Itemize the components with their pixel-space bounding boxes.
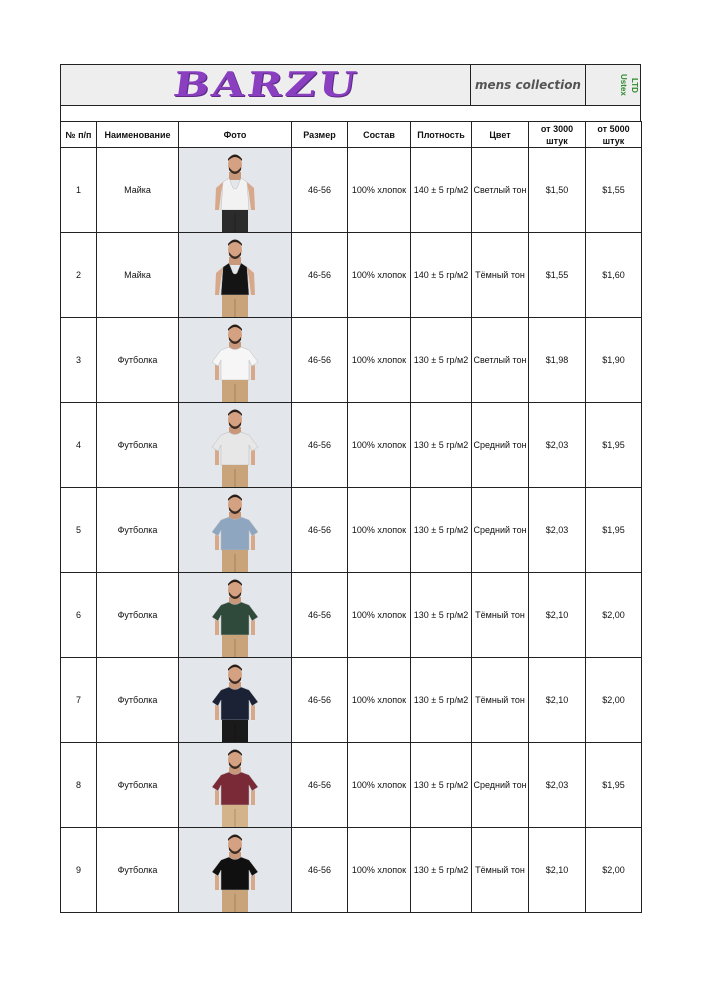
product-name: Футболка [97, 403, 179, 488]
density: 130 ± 5 гр/м2 [411, 828, 472, 913]
density: 140 ± 5 гр/м2 [411, 233, 472, 318]
burgundy-tshirt-icon [179, 743, 291, 827]
company-cell [587, 65, 640, 105]
color-tone: Средний тон [472, 403, 529, 488]
density: 140 ± 5 гр/м2 [411, 148, 472, 233]
table-row [61, 573, 642, 658]
product-name: Футболка [97, 828, 179, 913]
table-row [61, 658, 642, 743]
table-row [61, 233, 642, 318]
col-header-name: Наименование [97, 122, 179, 148]
table-row [61, 828, 642, 913]
price-3000: $2,03 [529, 743, 586, 828]
dark-green-tshirt-icon [179, 573, 291, 657]
composition: 100% хлопок [348, 828, 411, 913]
composition: 100% хлопок [348, 403, 411, 488]
price-3000: $2,03 [529, 488, 586, 573]
price-3000: $1,98 [529, 318, 586, 403]
black-tshirt-icon [179, 828, 291, 912]
product-photo [179, 488, 292, 573]
product-photo [179, 233, 292, 318]
product-photo [179, 148, 292, 233]
price-5000: $2,00 [586, 573, 642, 658]
price-3000: $2,03 [529, 403, 586, 488]
product-name: Футболка [97, 658, 179, 743]
composition: 100% хлопок [348, 488, 411, 573]
row-number: 5 [61, 488, 97, 573]
density: 130 ± 5 гр/м2 [411, 318, 472, 403]
product-photo [179, 318, 292, 403]
col-header-photo: Фото [179, 122, 292, 148]
table-header-row [61, 122, 642, 148]
col-header-price-5000: от 5000 штук [586, 122, 642, 148]
size-range: 46-56 [292, 403, 348, 488]
density: 130 ± 5 гр/м2 [411, 658, 472, 743]
product-photo [179, 658, 292, 743]
header-spacer [60, 106, 641, 121]
product-photo [179, 743, 292, 828]
color-tone: Тёмный тон [472, 573, 529, 658]
product-name: Футболка [97, 318, 179, 403]
col-header-composition: Состав [348, 122, 411, 148]
product-name: Футболка [97, 743, 179, 828]
table-row [61, 743, 642, 828]
product-name: Майка [97, 148, 179, 233]
row-number: 2 [61, 233, 97, 318]
price-5000: $2,00 [586, 828, 642, 913]
composition: 100% хлопок [348, 573, 411, 658]
col-header-color: Цвет [472, 122, 529, 148]
color-tone: Средний тон [472, 743, 529, 828]
price-3000: $2,10 [529, 658, 586, 743]
collection-cell [471, 65, 586, 105]
row-number: 3 [61, 318, 97, 403]
table-row [61, 488, 642, 573]
black-tank-top-icon [179, 233, 291, 317]
collection-label: mens collection [475, 78, 581, 92]
size-range: 46-56 [292, 743, 348, 828]
product-name: Футболка [97, 573, 179, 658]
product-name: Майка [97, 233, 179, 318]
size-range: 46-56 [292, 658, 348, 743]
table-row [61, 403, 642, 488]
company-line-2: LTD [630, 77, 639, 93]
product-photo [179, 403, 292, 488]
white-tank-top-icon [179, 148, 291, 232]
composition: 100% хлопок [348, 148, 411, 233]
price-sheet [60, 64, 641, 913]
density: 130 ± 5 гр/м2 [411, 573, 472, 658]
product-photo [179, 828, 292, 913]
price-5000: $1,55 [586, 148, 642, 233]
composition: 100% хлопок [348, 658, 411, 743]
price-5000: $1,95 [586, 488, 642, 573]
row-number: 6 [61, 573, 97, 658]
color-tone: Средний тон [472, 488, 529, 573]
table-row [61, 148, 642, 233]
density: 130 ± 5 гр/м2 [411, 488, 472, 573]
light-grey-tshirt-icon [179, 403, 291, 487]
price-5000: $1,95 [586, 743, 642, 828]
color-tone: Светлый тон [472, 318, 529, 403]
density: 130 ± 5 гр/м2 [411, 743, 472, 828]
composition: 100% хлопок [348, 743, 411, 828]
color-tone: Тёмный тон [472, 658, 529, 743]
row-number: 1 [61, 148, 97, 233]
brand-logo: BARZU [170, 65, 361, 105]
col-header-size: Размер [292, 122, 348, 148]
logo-cell [61, 65, 471, 105]
blue-grey-tshirt-icon [179, 488, 291, 572]
price-3000: $2,10 [529, 573, 586, 658]
row-number: 4 [61, 403, 97, 488]
table-row [61, 318, 642, 403]
company-line-1: Ustex [619, 74, 629, 96]
size-range: 46-56 [292, 488, 348, 573]
size-range: 46-56 [292, 573, 348, 658]
price-5000: $1,90 [586, 318, 642, 403]
row-number: 8 [61, 743, 97, 828]
white-tshirt-icon [179, 318, 291, 402]
product-name: Футболка [97, 488, 179, 573]
price-5000: $1,60 [586, 233, 642, 318]
composition: 100% хлопок [348, 318, 411, 403]
product-photo [179, 573, 292, 658]
price-3000: $1,50 [529, 148, 586, 233]
product-table [60, 121, 642, 913]
col-header-price-3000: от 3000 штук [529, 122, 586, 148]
density: 130 ± 5 гр/м2 [411, 403, 472, 488]
color-tone: Тёмный тон [472, 828, 529, 913]
size-range: 46-56 [292, 318, 348, 403]
row-number: 9 [61, 828, 97, 913]
navy-tshirt-icon [179, 658, 291, 742]
price-3000: $2,10 [529, 828, 586, 913]
header-band [60, 64, 641, 106]
col-header-number: № п/п [61, 122, 97, 148]
size-range: 46-56 [292, 828, 348, 913]
size-range: 46-56 [292, 148, 348, 233]
color-tone: Тёмный тон [472, 233, 529, 318]
composition: 100% хлопок [348, 233, 411, 318]
color-tone: Светлый тон [472, 148, 529, 233]
price-5000: $2,00 [586, 658, 642, 743]
price-3000: $1,55 [529, 233, 586, 318]
col-header-density: Плотность [411, 122, 472, 148]
size-range: 46-56 [292, 233, 348, 318]
row-number: 7 [61, 658, 97, 743]
price-5000: $1,95 [586, 403, 642, 488]
